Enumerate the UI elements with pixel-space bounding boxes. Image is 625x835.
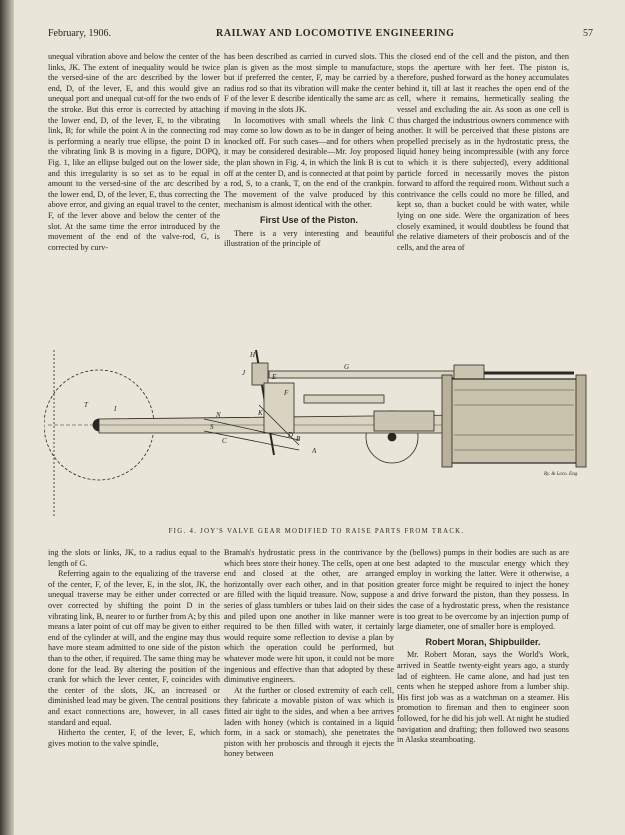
text-column-3-bottom [397, 548, 569, 818]
text-column-1-top [48, 52, 220, 340]
figure-credit: Ry. & Loco. Eng. [544, 472, 579, 477]
paragraph: the (bellows) pumps in their bodies are such as are best adapted to the muscular energy which they employ in working the latter. Were it otherwise, a greater force might be required to inject the honey and drive forward the piston, than they possess. In the case of a hydrostatic press, when the resistance is too great to be overcome by an injection pump of large diameter, one of smaller bore is employed. [397, 548, 569, 632]
figure-label: F [284, 389, 289, 397]
paragraph: Bramah's hydrostatic press in the contrivance by which bees store their honey. The cells, open at one end and closed at the other, are arranged horizontally over each other, and in that position are filled with the liquid treasure. Now, suppose a series of glass tumblers or tubes laid on their sides and piled upon one another in like manner were required to be then filled with water, it certainly would require some reflection to devise a plan by which the operation could be performed, but whatever mode were hit upon, it could not be more ingenious and effective than that adopted by these diminutive engineers. [224, 548, 394, 685]
figure-label: E [272, 373, 277, 381]
running-header [48, 28, 593, 44]
paragraph: Mr. Robert Moran, says the World's Work, arrived in Seattle twenty-eight years ago, a sturdy lad of eighteen. He came alone, and had just ten cents when he stepped ashore from a lumber ship. His first job was as a watchman on a steamer. His promotion to fireman and then to engineer soon followed, for he did his job well. At night he studied navigation and drafting; then followed two seasons in Alaska steamboating. [397, 650, 569, 745]
figure-label: H [250, 351, 256, 359]
section-heading-robert-moran: Robert Moran, Shipbuilder. [425, 636, 541, 647]
figure-label: D [288, 431, 294, 439]
paragraph: In locomotives with small wheels the link C may come so low down as to be in danger of being knocked off. For such cases—and for others when it may be considered desirable—Mr. Joy proposed the plan shown in Fig. 4, in which the link B is cut off at the center D, and is connected at that point by a rod, S, to a crank, T, on the end of the crankpin. The movement of the valve produced by this mechanism is almost identical with the other. [224, 115, 394, 210]
figure-label: J [242, 369, 246, 377]
text-column-1-bottom [48, 548, 220, 818]
paragraph: ing the slots or links, JK, to a radius equal to the length of G. [48, 548, 220, 568]
text-column-2-bottom [224, 548, 394, 818]
paragraph: unequal vibration above and below the center of the links, JK. The extent of inequality would be twice the versed-sine of the arc described by the lower end, D, of the lever, E, and this would give an unequal port and unequal cut-off for the two ends of the stroke. But this error is corrected by attaching the lower end, D, of the lever, E, to the vibrating link, B; for while the point A in the connecting rod is performing a nearly true ellipse, the point D in the vibrating link B is moving in a figure, DOPQ, Fig. 1, like an ellipse bulged out on the lower side, and this irregularity is so set as to be equal in amount to the versed-sine of the arc described by the lower end, D, of the lever, E, thus correcting the above error, and giving an equal travel to the center, F, of the lever above and below the center of the slot. At the same time the error introduced by the movement of the end of the valve-rod, G, is corrected by curv- [48, 52, 220, 252]
figure-caption: FIG. 4. JOY'S VALVE GEAR MODIFIED TO RAISE PARTS FROM TRACK. [168, 528, 465, 535]
figure-label: A [312, 447, 317, 455]
paragraph: Referring again to the equalizing of the traverse of the center, F, of the lever, E, in the slot, JK, the unequal traverse may be either under corrected or over corrected by shifting the point D in the vibrating link, B, nearer to or further from A; by this means a later point of cut off may be given to either end of the cylinder at will, and the engine may thus have more steam admitted to one side of the piston than to the other, if required. The same thing may be done for the lead. By altering the position of the crank for which the lever center, F, coincides with the center of the slots, JK, an increased or diminished lead may be given. The central positions and exact connections are, however, in all cases standard and equal. [48, 569, 220, 727]
paragraph: At the further or closed extremity of each cell, they fabricate a movable piston of wax which is fitted air tight to the sides, and when a bee arrives laden with honey (which is contained in a liquid form, in a sack or stomach), she penetrates the piston with her proboscis and through it ejects the honey between [224, 685, 394, 759]
figure-label: I [114, 405, 117, 413]
figure-label: T [84, 401, 88, 409]
paragraph: Hitherto the center, F, of the lever, E, which gives motion to the valve spindle, [48, 728, 220, 748]
text-column-3-top [397, 52, 569, 340]
figure-label: N [216, 411, 221, 419]
paragraph: the closed end of the cell and the piston, and then stops the aperture with her feet. The piston is, therefore, pushed forward as the honey accumulates behind it, till at last it reaches the open end of the cell, where it remains, hermetically sealing the vessel and excluding the air. As soon as one cell is thus charged the industrious owners commence with another. It will be perceived that these pistons are propelled precisely as in the hydrostatic press, the liquid honey being incompressible (with any force to which it is there subjected), every additional particle forced in necessarily moves the piston forward to afford the required room. Without such a contrivance the cells could no more be filled, and kept so, than a bucket could be with water, while lying on one side. Were the organization of bees closely examined, it would doubtless be found that the relative diameters of their proboscis and of the cells, and the area of [397, 52, 569, 252]
figure-label: G [344, 363, 350, 371]
header-journal-title: RAILWAY AND LOCOMOTIVE ENGINEERING [216, 28, 455, 39]
header-date: February, 1906. [48, 28, 111, 39]
page-binding-edge [0, 0, 14, 835]
figure-label: C [222, 437, 227, 445]
section-heading-first-use-of-piston: First Use of the Piston. [259, 214, 358, 225]
header-page-number: 57 [583, 28, 593, 39]
figure-label: B [296, 435, 301, 443]
paragraph: has been described as carried in curved slots. This plan is given as the most simple to manufacture, but if preferred the center, F, may be carried by a radius rod so that its vibration will make the center F of the lever E describe identically the same arc as if moving in the slots JK. [224, 52, 394, 114]
figure-label: K [258, 409, 263, 417]
text-column-2-top [224, 52, 394, 340]
figure-label: S [210, 423, 214, 431]
valve-gear-figure [44, 345, 589, 525]
paragraph: There is a very interesting and beautiful illustration of the principle of [224, 228, 394, 249]
